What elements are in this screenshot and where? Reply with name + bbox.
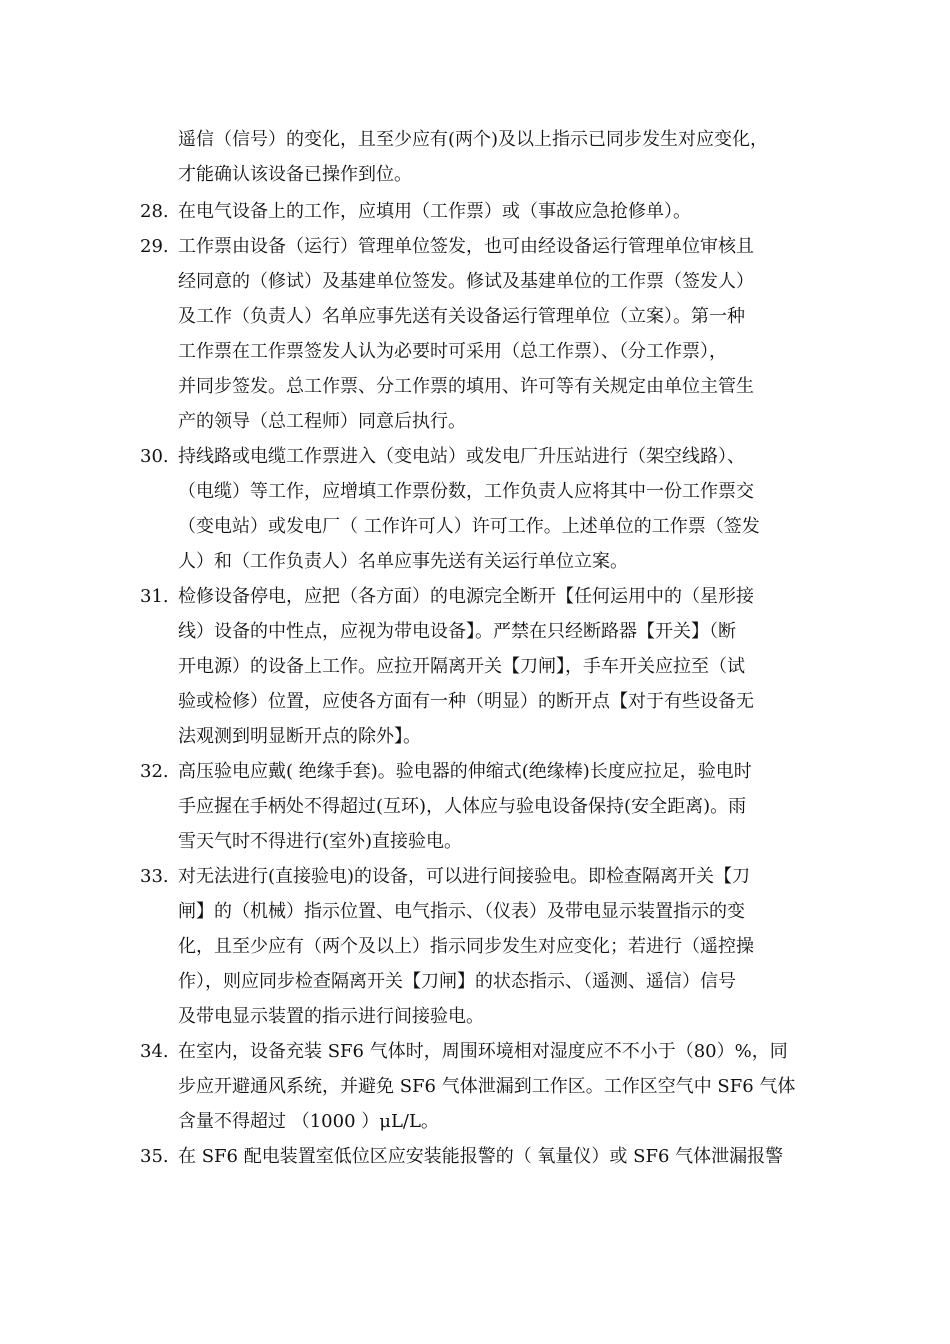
text-line: 人）和（工作负责人）名单应事先送有关运行单位立案。 [178,551,628,572]
text-line: 线）设备的中性点，应视为带电设备】。严禁在只经断路器【开关】（断 [178,621,736,642]
text-line: 化，且至少应有（两个及以上）指示同步发生对应变化；若进行（遥控操 [178,936,754,957]
text-line: 产的领导（总工程师）同意后执行。 [178,411,466,432]
text-line: 才能确认该设备已操作到位。 [178,164,412,185]
list-item-31 [140,579,830,754]
text-line: 作），则应同步检查隔离开关【刀闸】的状态指示、（遥测、遥信）信号 [178,971,736,992]
text-line: 及带电显示装置的指示进行间接验电。 [178,1006,484,1027]
continued-paragraph [178,122,828,192]
list-item-29 [140,229,830,439]
text-line: 工作票在工作票签发人认为必要时可采用（总工作票）、（分工作票）， [178,341,727,362]
text-line: 步应开避通风系统，并避免 SF6 气体泄漏到工作区。工作区空气中 SF6 气体 [178,1076,796,1097]
text-line: 开电源）的设备上工作。应拉开隔离开关【刀闸】，手车开关应拉至（试 [178,656,745,677]
text-line: 持线路或电缆工作票进入（变电站）或发电厂升压站进行（架空线路）、 [178,446,745,467]
text-line: 并同步签发。总工作票、分工作票的填用、许可等有关规定由单位主管生 [178,376,754,397]
text-line: 工作票由设备（运行）管理单位签发，也可由经设备运行管理单位审核且 [178,236,754,257]
text-line: 雪天气时不得进行(室外)直接验电。 [178,831,463,852]
item-number: 30. [140,446,169,467]
text-line: 检修设备停电，应把（各方面）的电源完全断开【任何运用中的（星形接 [178,586,754,607]
list-item-33 [140,859,830,1034]
text-line: 手应握在手柄处不得超过(互环)，人体应与验电设备保持(安全距离)。雨 [178,796,747,817]
item-number: 32. [140,761,169,782]
numbered-list [140,194,830,1174]
text-line: 在电气设备上的工作，应填用（工作票）或（事故应急抢修单）。 [178,201,691,222]
item-number: 34. [140,1041,169,1062]
list-item-30 [140,439,830,579]
item-number: 28. [140,201,169,222]
text-line: 对无法进行(直接验电)的设备，可以进行间接验电。即检查隔离开关【刀 [178,866,751,887]
text-line: 在室内，设备充装 SF6 气体时，周围环境相对湿度应不不小于（80）%，同 [178,1041,788,1062]
item-number: 29. [140,236,169,257]
text-line: （电缆）等工作，应增填工作票份数，工作负责人应将其中一份工作票交 [178,481,754,502]
list-item-35 [140,1139,830,1174]
item-number: 31. [140,586,169,607]
text-line: 验或检修）位置，应使各方面有一种（明显）的断开点【对于有些设备无 [178,691,754,712]
text-line: 闸】的（机械）指示位置、电气指示、（仪表）及带电显示装置指示的变 [178,901,745,922]
text-line: 高压验电应戴( 绝缘手套)。验电器的伸缩式(绝缘棒)长度应拉足，验电时 [178,761,752,782]
text-line: 及工作（负责人）名单应事先送有关设备运行管理单位（立案）。第一种 [178,306,745,327]
text-line: 含量不得超过 （1000 ）μL/L。 [178,1111,439,1132]
list-item-32 [140,754,830,859]
text-line: 遥信（信号）的变化，且至少应有(两个)及以上指示已同步发生对应变化， [178,129,769,150]
text-line: 经同意的（修试）及基建单位签发。修试及基建单位的工作票（签发人） [178,271,754,292]
item-number: 33. [140,866,169,887]
text-line: （变电站）或发电厂（ 工作许可人）许可工作。上述单位的工作票（签发 [178,516,760,537]
text-line: 法观测到明显断开点的除外】。 [178,726,421,747]
list-item-28 [140,194,830,229]
text-line: 在 SF6 配电装置室低位区应安装能报警的（ 氧量仪）或 SF6 气体泄漏报警 [178,1146,784,1167]
list-item-34 [140,1034,830,1139]
item-number: 35. [140,1146,169,1167]
